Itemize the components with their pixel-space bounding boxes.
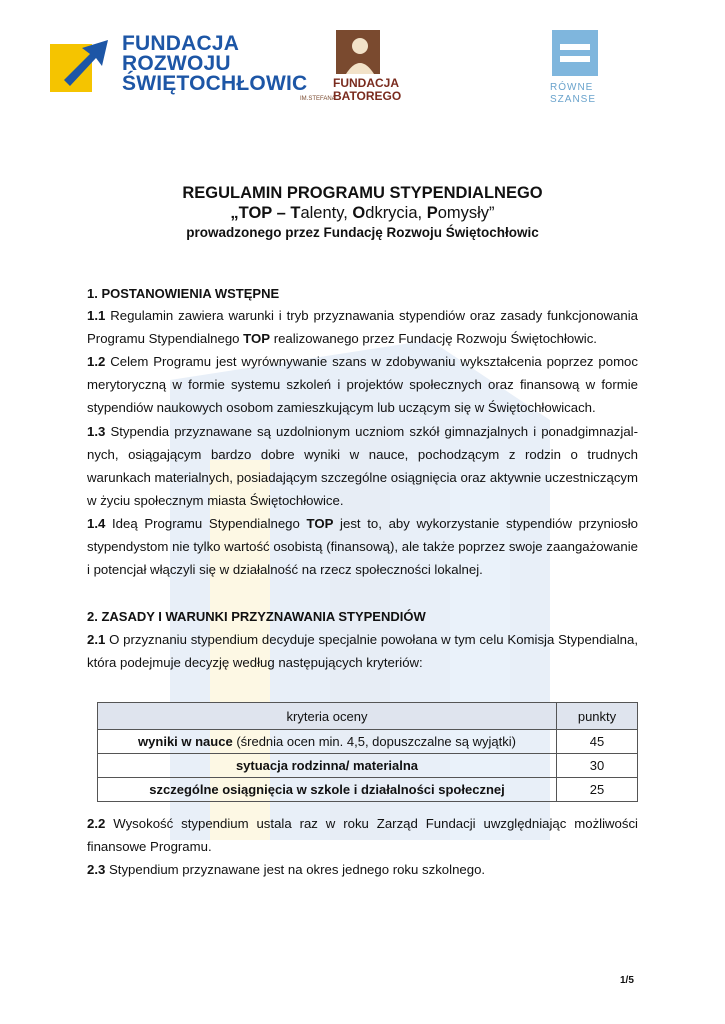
paragraph-2-1: 2.1 O przyznaniu stypendium decyduje specjalnie powołana w tym celu Komisja Stypendialna, która podejmuje decyzję według następujących kryteriów:	[87, 632, 638, 670]
equals-icon	[552, 30, 598, 76]
table-cell-criteria: szczególne osiągnięcia w szkole i działalności społecznej	[98, 778, 557, 802]
logo-rs-line2: SZANSE	[550, 94, 597, 105]
paragraph-2-2: 2.2 Wysokość stypendium ustala raz w roku Zarząd Fundacji uwzględniając możliwości finansowe Programu.	[87, 816, 638, 854]
criteria-table	[97, 702, 638, 802]
table-header-points: punkty	[557, 703, 638, 730]
frs-arrow-icon	[50, 36, 116, 92]
title-line3: prowadzonego przez Fundację Rozwoju Świętochłowic	[186, 225, 539, 240]
logo-batory-im: IM.STEFANA	[300, 96, 336, 102]
logo-fundacja-rozwoju-swietochlowic	[50, 30, 308, 102]
document-title	[87, 183, 638, 242]
header	[0, 0, 725, 130]
logo-frs-line3: ŚWIĘTOCHŁOWIC	[122, 72, 308, 95]
table-cell-criteria: sytuacja rodzinna/ materialna	[98, 754, 557, 778]
logo-rs-line1: RÓWNE	[550, 82, 594, 93]
logo-rowne-szanse	[548, 30, 604, 110]
title-line1: REGULAMIN PROGRAMU STYPENDIALNEGO	[182, 184, 543, 202]
table-header-row	[98, 703, 638, 730]
logo-batory-line1: FUNDACJA	[333, 76, 399, 90]
title-line2: „TOP – Talenty, Odkrycia, Pomysły”	[230, 204, 495, 222]
paragraph-1-2: 1.2 Celem Programu jest wyrównywanie szans w zdobywaniu wykształcenia poprzez pomoc merytoryczną w formie systemu szkoleń i projektów społecznych oraz finansową w formie stypendiów naukowych osobom zamieszkującym lub uczącym się w Świętochłowicach.	[87, 354, 638, 415]
table-row	[98, 778, 638, 802]
logo-frs-line2: ROZWOJU	[122, 52, 231, 75]
page-number: 1/5	[620, 975, 634, 986]
paragraph-2-3: 2.3 Stypendium przyznawane jest na okres jednego roku szkolnego.	[87, 862, 486, 877]
table-cell-points: 30	[557, 754, 638, 778]
logo-fundacja-batorego	[300, 30, 430, 110]
logo-batory-line2: BATOREGO	[333, 89, 402, 103]
paragraph-1-4: 1.4 Ideą Programu Stypendialnego TOP jest to, aby wykorzystanie stypendiów przyniosło stypendystom nie tylko wartość osobistą (finansową), ale także poprzez swoje zaangażowanie i potencjał włączyli się w działalność na rzecz społeczności lokalnej.	[87, 516, 638, 577]
paragraph-1-1: 1.1 Regulamin zawiera warunki i tryb przyznawania stypendiów oraz zasady funkcjonowania Programu Stypendialnego TOP realizowanego przez Fundację Rozwoju Świętochłowic.	[87, 308, 638, 346]
table-cell-criteria: wyniki w nauce (średnia ocen min. 4,5, dopuszczalne są wyjątki)	[98, 730, 557, 754]
paragraph-1-3: 1.3 Stypendia przyznawane są uzdolnionym uczniom szkół gimnazjalnych i ponadgimnazjal-nych, osiągającym bardzo dobre wyniki w nauce, pochodzącym z rodzin o trudnych warunkach materialnych, posiadającym szczególne osiągnięcia oraz aktywnie uczestniczącym w życiu społecznym miasta Świętochłowice.	[87, 424, 638, 508]
batory-emblem-icon	[336, 30, 380, 74]
table-cell-points: 25	[557, 778, 638, 802]
table-row	[98, 754, 638, 778]
section1-title: 1. POSTANOWIENIA WSTĘPNE	[87, 286, 280, 301]
table-row	[98, 730, 638, 754]
logo-frs-line1: FUNDACJA	[122, 32, 240, 55]
table-cell-points: 45	[557, 730, 638, 754]
section2-title: 2. ZASADY I WARUNKI PRZYZNAWANIA STYPENDIÓW	[87, 609, 426, 624]
table-header-criteria: kryteria oceny	[98, 703, 557, 730]
